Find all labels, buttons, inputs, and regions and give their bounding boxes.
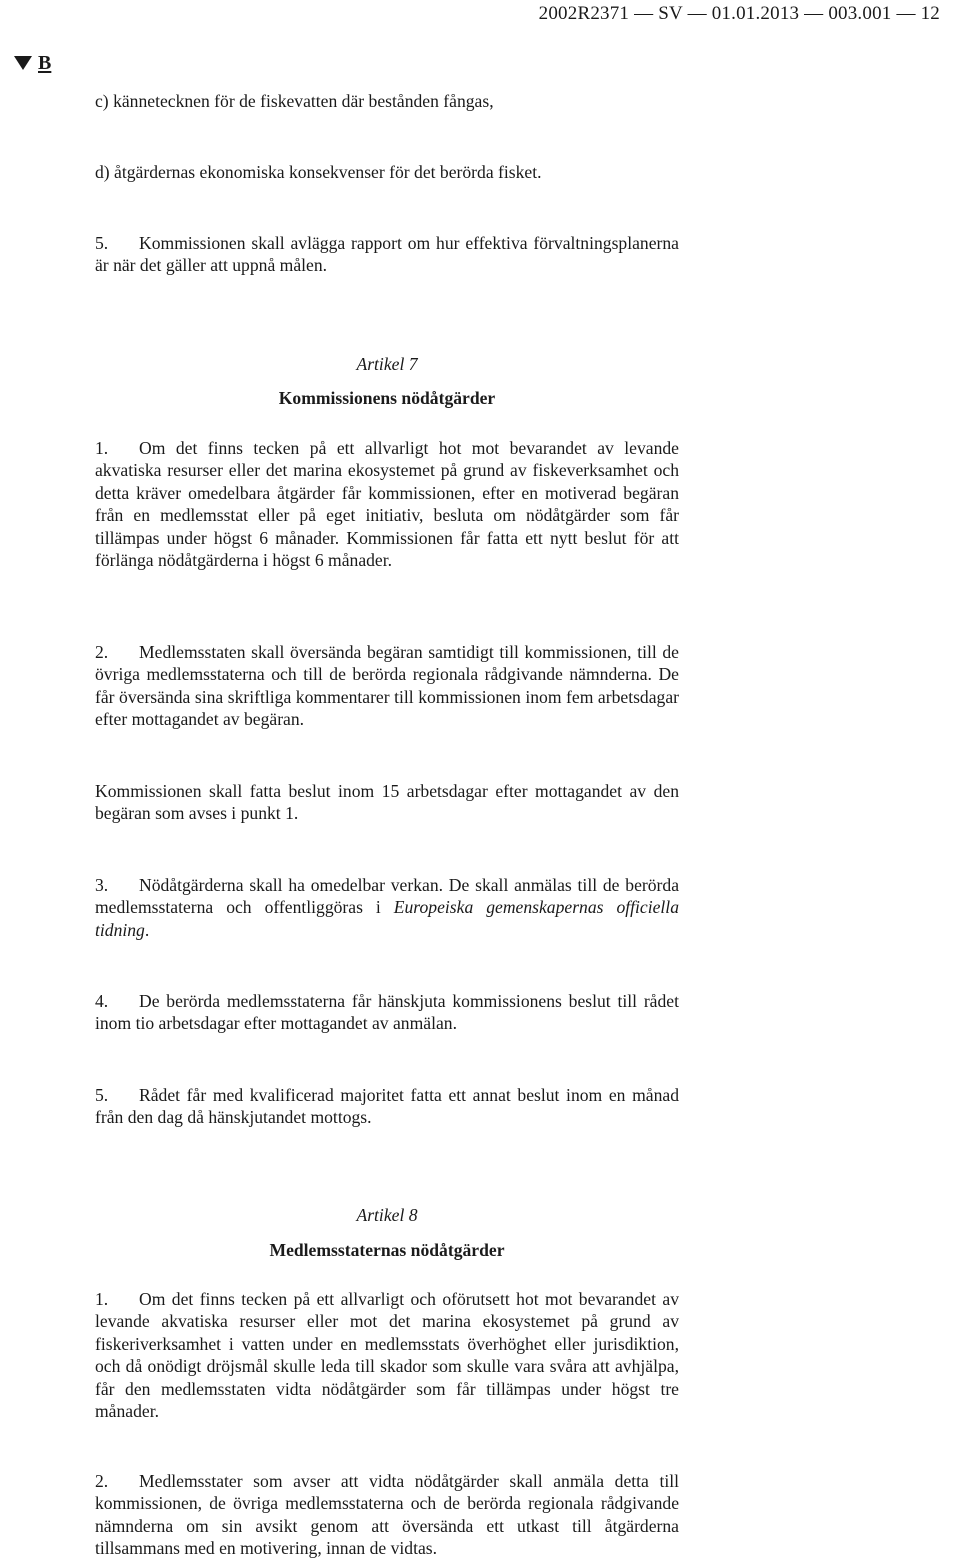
paragraph-number: 1. [95,438,109,458]
article-7-title: Kommissionens nödåtgärder [278,388,496,408]
article-8-paragraph-2 [95,1470,679,1560]
doc-id: 2002R2371 [538,3,630,24]
article-7-paragraph-5 [95,1084,679,1129]
article-7-paragraph-4 [95,990,679,1035]
article-7-paragraph-1 [95,437,679,571]
paragraph-text: Kommissionen skall avlägga rapport om hur effektiva förvaltningsplanerna är när det gäller att uppnå målen. [95,233,679,276]
paragraph-text: Rådet får med kvalificerad majoritet fatta ett annat beslut inom en månad från den dag då hänskjutandet mottogs. [95,1085,679,1128]
version-number: 003.001 [828,3,892,24]
paragraph-number: 4. [95,991,109,1011]
paragraph-text-end: . [144,919,150,940]
article-7-paragraph-2b: Kommissionen skall fatta beslut inom 15 arbetsdagar efter mottagandet av den begäran som avses i punkt 1. [95,781,679,824]
amendment-letter: B [38,52,52,74]
page-header: 2002R2371 — SV — 01.01.2013 — 003.001 — 12 [538,3,940,24]
paragraph-number: 1. [95,1289,109,1309]
article-7-number: Artikel 7 [356,354,418,374]
article-8-number: Artikel 8 [356,1205,418,1225]
paragraph-number: 2. [95,642,109,662]
amendment-marker [14,52,51,75]
triangle-down-icon [14,56,32,70]
paragraph-text: Om det finns tecken på ett allvarligt hot mot bevarandet av levande akvatiska resurser eller det marina ekosystemet på grund av fiskeverksamhet och detta kräver omedelbara åtgärder får kommissionen, efter en motiverad begäran från en medlemsstat eller på eget initiativ, besluta om nödåtgärder som får tillämpas under högst 6 månader. Kommissionen får fatta ett nytt beslut för att förlänga nödåtgärderna i högst 6 månader. [95,438,679,571]
consolidation-date: 01.01.2013 [711,3,800,24]
paragraph-text: De berörda medlemsstaterna får hänskjuta kommissionens beslut till rådet inom tio arbetsdagar efter mottagandet av anmälan. [95,991,679,1034]
paragraph-number: 2. [95,1471,109,1491]
article-7-paragraph-2 [95,641,679,731]
paragraph-text: Om det finns tecken på ett allvarligt och oförutsett hot mot bevarandet av levande akvatiska resurser eller mot det marina ekosystemet på grund av fiskeriverksamhet i vatten under en medlemsstats överhöghet eller jurisdiktion, och då onödigt dröjsmål skulle leda till skador som skulle vara svåra att avhjälpa, får den medlemsstaten vidta nödåtgärder som får tillämpas under högst tre månader. [95,1289,679,1422]
list-item-c: c) kännetecknen för de fiskevatten där bestånden fångas, [95,91,494,111]
journal-title: Europeiska gemenskapernas officiella tidning [95,897,679,940]
list-item-d: d) åtgärdernas ekonomiska konsekvenser för det berörda fisket. [95,162,542,182]
paragraph-text: Medlemsstaten skall översända begäran samtidigt till kommissionen, till de övriga medlemsstaterna och till de berörda regionala rådgivande nämnderna. De får översända sina skriftliga kommentarer till kommissionen inom fem arbetsdagar efter mottagandet av begäran. [95,642,679,730]
article-8-title: Medlemsstaternas nödåtgärder [269,1240,505,1260]
article-8-paragraph-1 [95,1288,679,1422]
paragraph-number: 5. [95,1085,109,1105]
paragraph-5 [95,232,679,277]
paragraph-number: 3. [95,875,109,895]
paragraph-number: 5. [95,233,109,253]
paragraph-text: Nödåtgärderna skall ha omedelbar verkan. De skall anmälas till de berörda medlemsstaterna och offentliggöras i [95,875,679,918]
page-number: 12 [920,3,940,24]
language-code: SV [658,3,683,24]
article-7-paragraph-3 [95,874,679,941]
paragraph-text: Medlemsstater som avser att vidta nödåtgärder skall anmäla detta till kommissionen, de övriga medlemsstaterna och de berörda regionala rådgivande nämnderna om sin avsikt genom att översända ett utkast till åtgärderna tillsammans med en motivering, innan de vidtas. [95,1471,679,1559]
